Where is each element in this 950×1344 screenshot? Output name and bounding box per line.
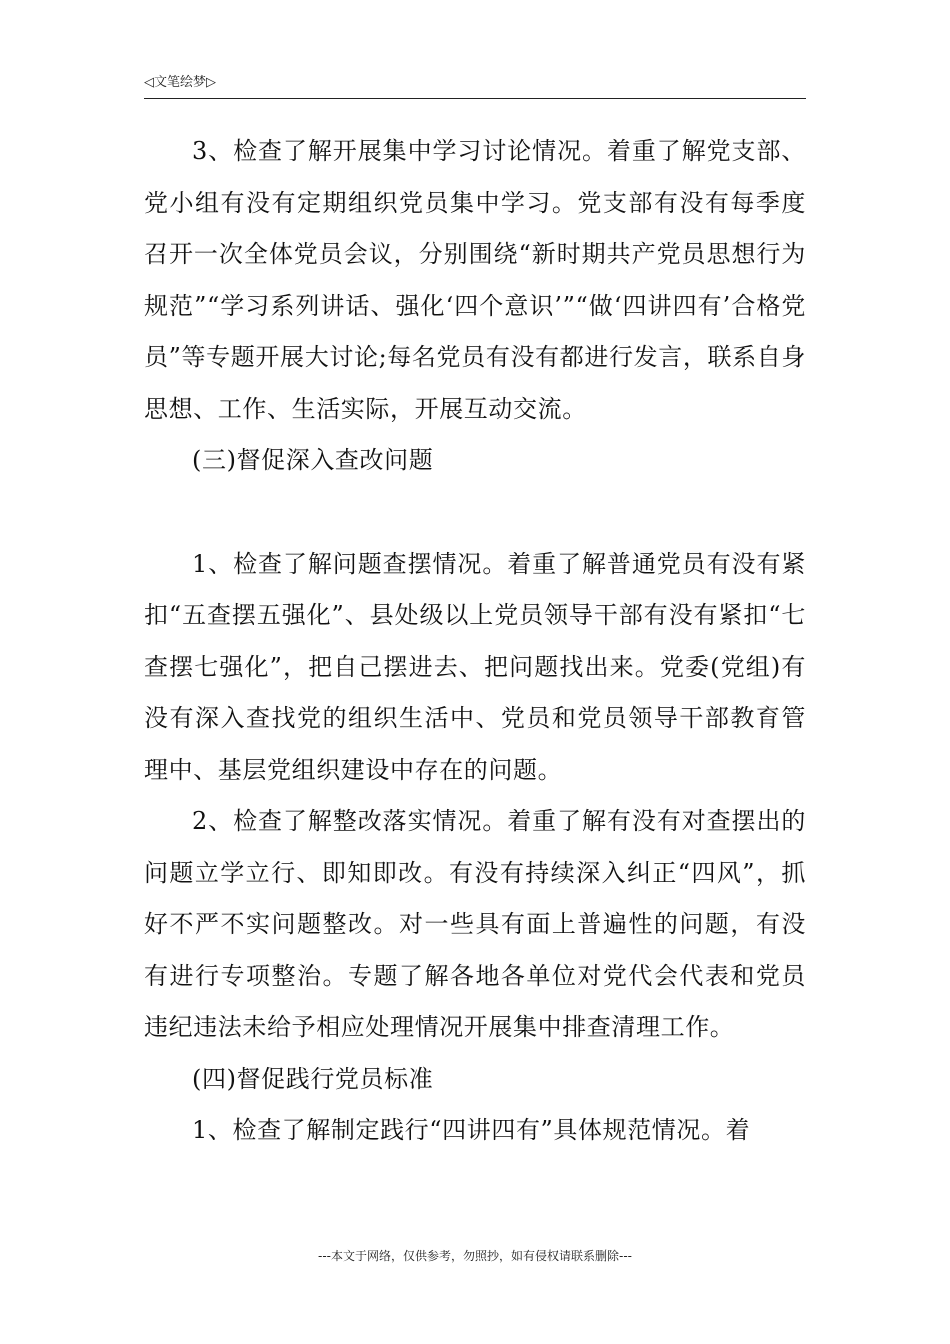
paragraph-standards: 1、检查了解制定践行“四讲四有”具体规范情况。着 [192, 1116, 751, 1144]
paragraph-rectification: 2、检查了解整改落实情况。着重了解有没有对查摆出的问题立学立行、即知即改。有没有持续深入纠正“四风”，抓好不严不实问题整改。对一些具有面上普遍性的问题，有没有进行专项整治。专题了解各地各单位对党代会代表和党员违纪违法未给予相应处理情况开展集中排查清理工作。 [144, 807, 806, 1041]
page-header: ◁文笔绘梦▷ [144, 73, 806, 99]
paragraph-study-discussion: 3、检查了解开展集中学习讨论情况。着重了解党支部、党小组有没有定期组织党员集中学习。党支部有没有每季度召开一次全体党员会议，分别围绕“新时期共产党员思想行为规范”“学习系列讲话、强化‘四个意识’”“做‘四讲四有’合格党员”等专题开展大讨论;每名党员有没有都进行发言，联系自身思想、工作、生活实际，开展互动交流。 [144, 137, 806, 423]
section-heading-3: (三)督促深入查改问题 [192, 446, 434, 474]
document-body [144, 126, 806, 1157]
page-footer-disclaimer: ---本文于网络，仅供参考，勿照抄，如有侵权请联系删除--- [318, 1249, 632, 1263]
section-heading-4: (四)督促践行党员标准 [192, 1064, 434, 1093]
blank-line [144, 487, 806, 539]
paragraph-problem-review: 1、检查了解问题查摆情况。着重了解普通党员有没有紧扣“五查摆五强化”、县处级以上党员领导干部有没有紧扣“七查摆七强化”，把自己摆进去、把问题找出来。党委(党组)有没有深入查找党的组织生活中、党员和党员领导干部教育管理中、基层党组织建设中存在的问题。 [144, 549, 806, 784]
